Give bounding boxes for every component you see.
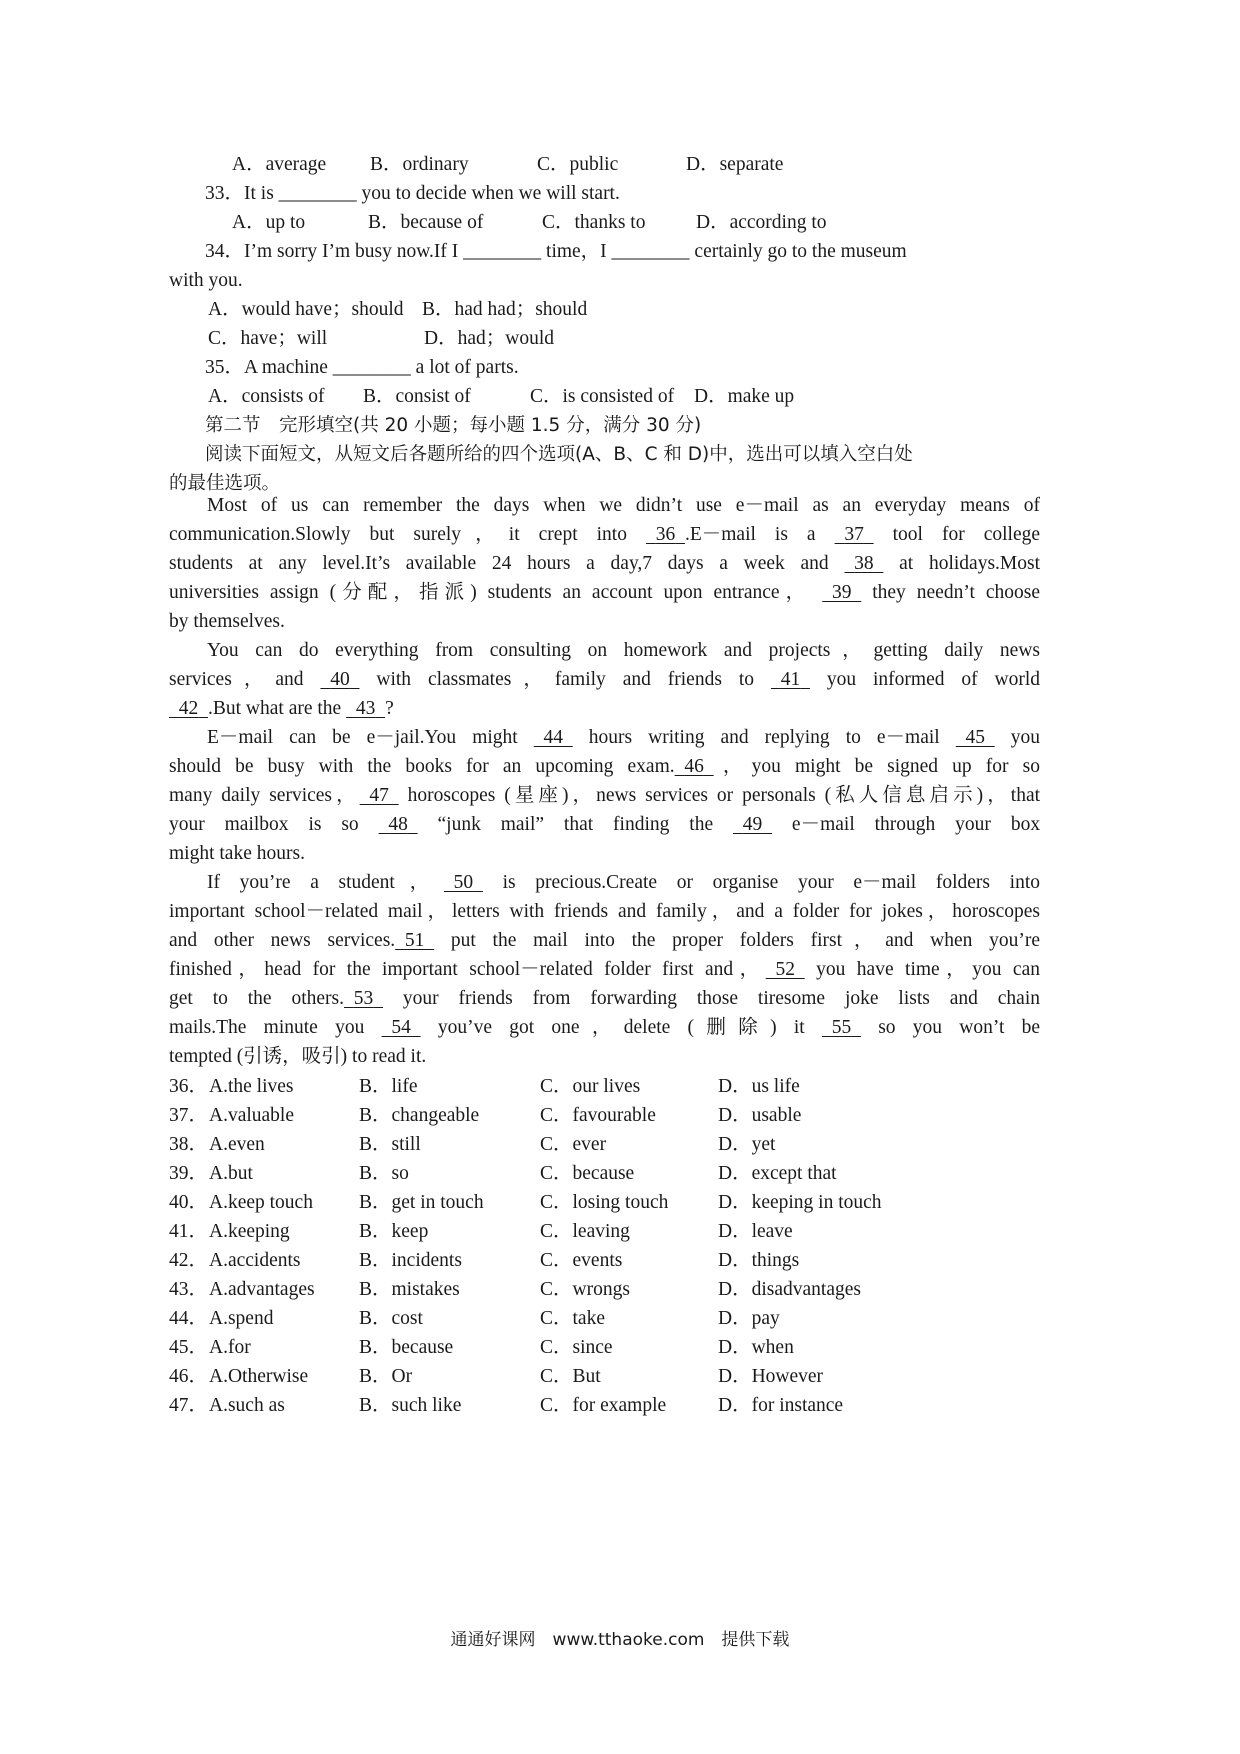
- q33-option-d: D．according to: [696, 212, 827, 233]
- blank-47[interactable]: 47: [369, 785, 389, 806]
- choice-b[interactable]: B．mistakes: [359, 1279, 460, 1300]
- blank-48[interactable]: 48: [388, 814, 408, 835]
- choice-b[interactable]: B．get in touch: [359, 1192, 484, 1213]
- choice-d[interactable]: D．us life: [718, 1076, 800, 1097]
- choice-d[interactable]: D．However: [718, 1366, 824, 1387]
- choice-b[interactable]: B．cost: [359, 1308, 423, 1329]
- blank-44[interactable]: 44: [543, 727, 563, 748]
- q34-option-d: D．had；would: [424, 328, 554, 349]
- blank-55[interactable]: 55: [831, 1017, 852, 1038]
- choice-b[interactable]: B．Or: [359, 1366, 413, 1387]
- q35-option-c: C．is consisted of: [530, 386, 675, 407]
- choice-c[interactable]: C．favourable: [540, 1105, 656, 1126]
- passage-line: communication.Slowly but surely，it crept into 36 .E－mail is a 37 tool for college: [169, 519, 1040, 551]
- choice-d[interactable]: D．keeping in touch: [718, 1192, 882, 1213]
- choice-c[interactable]: C．ever: [540, 1134, 607, 1155]
- blank-51[interactable]: 51: [404, 930, 425, 951]
- choice-c[interactable]: C．events: [540, 1250, 623, 1271]
- passage-line: finished，head for the important school－related folder first and， 52 you have time，you can: [169, 954, 1040, 986]
- q32-option-a: A．average: [232, 154, 327, 175]
- blank-53[interactable]: 53: [353, 988, 374, 1009]
- q32-option-c: C．public: [537, 154, 619, 175]
- q34-option-a: A．would have；should: [208, 299, 404, 320]
- q33-option-a: A．up to: [232, 212, 306, 233]
- blank-38[interactable]: 38: [854, 553, 874, 574]
- blank-43[interactable]: 43: [355, 698, 376, 719]
- choice-d[interactable]: D．disadvantages: [718, 1279, 861, 1300]
- choice-b[interactable]: B．such like: [359, 1395, 462, 1416]
- passage-line: should be busy with the books for an upcoming exam. 46 ，you might be signed up for so: [169, 751, 1040, 783]
- page-footer: 通通好课网 www.tthaoke.com 提供下载: [450, 1630, 790, 1650]
- choice-a[interactable]: A.keeping: [209, 1221, 290, 1242]
- choice-a[interactable]: A.but: [209, 1163, 253, 1184]
- passage-line: tempted (引诱，吸引) to read it.: [169, 1046, 427, 1067]
- passage-line: students at any level.It’s available 24 hours a day,7 days a week and 38 at holidays.Most: [169, 548, 1040, 580]
- choice-d[interactable]: D．yet: [718, 1134, 776, 1155]
- choice-b[interactable]: B．incidents: [359, 1250, 462, 1271]
- blank-45[interactable]: 45: [965, 727, 985, 748]
- choice-a[interactable]: A.valuable: [209, 1105, 295, 1126]
- choice-d[interactable]: D．things: [718, 1250, 800, 1271]
- choice-b[interactable]: B．changeable: [359, 1105, 480, 1126]
- choice-d[interactable]: D．pay: [718, 1308, 780, 1329]
- blank-49[interactable]: 49: [742, 814, 763, 835]
- passage-line: many daily services， 47 horoscopes (星座)，news services or personals (私人信息启示)，that: [169, 780, 1040, 812]
- choice-b[interactable]: B．because: [359, 1337, 454, 1358]
- choice-b[interactable]: B．keep: [359, 1221, 429, 1242]
- q33-option-c: C．thanks to: [542, 212, 646, 233]
- choice-a[interactable]: A.Otherwise: [209, 1366, 309, 1387]
- passage-line: mails.The minute you 54 you’ve got one，delete (删除) it 55 so you won’t be: [169, 1012, 1040, 1044]
- choice-c[interactable]: C．take: [540, 1308, 605, 1329]
- choice-c[interactable]: C．because: [540, 1163, 635, 1184]
- choice-d[interactable]: D．for instance: [718, 1395, 844, 1416]
- blank-50[interactable]: 50: [453, 872, 474, 893]
- choice-a[interactable]: A.even: [209, 1134, 265, 1155]
- choice-d[interactable]: D．leave: [718, 1221, 793, 1242]
- q35-option-b: B．consist of: [363, 386, 471, 407]
- q33-stem: 33．It is ________ you to decide when we will start.: [205, 183, 620, 204]
- q34-option-c: C．have；will: [208, 328, 328, 349]
- q35-option-d: D．make up: [694, 386, 795, 407]
- blank-36[interactable]: 36: [655, 524, 676, 545]
- passage-line: might take hours.: [169, 843, 305, 864]
- passage-line: important school－related mail，letters with friends and family，and a folder for jokes，horoscopes: [169, 901, 1040, 922]
- q35-option-a: A．consists of: [208, 386, 325, 407]
- blank-54[interactable]: 54: [391, 1017, 411, 1038]
- q33-option-b: B．because of: [368, 212, 484, 233]
- blank-40[interactable]: 40: [330, 669, 350, 690]
- choice-a[interactable]: A.accidents: [209, 1250, 301, 1271]
- passage-line: by themselves.: [169, 611, 285, 632]
- choice-b[interactable]: B．so: [359, 1163, 409, 1184]
- choice-a[interactable]: A.advantages: [209, 1279, 315, 1300]
- q34-option-b: B．had had；should: [422, 299, 588, 320]
- choice-d[interactable]: D．except that: [718, 1163, 837, 1184]
- passage-line: services，and 40 with classmates，family and friends to 41 you informed of world: [169, 664, 1040, 696]
- blank-52[interactable]: 52: [775, 959, 795, 980]
- choice-c[interactable]: C．wrongs: [540, 1279, 630, 1300]
- choice-a[interactable]: A.such as: [209, 1395, 285, 1416]
- passage-line: E－mail can be e－jail.You might 44 hours writing and replying to e－mail 45 you: [169, 722, 1040, 754]
- blank-41[interactable]: 41: [780, 669, 801, 690]
- passage-line: Most of us can remember the days when we didn’t use e－mail as an everyday means of: [207, 495, 1040, 516]
- blank-37[interactable]: 37: [844, 524, 864, 545]
- passage-line: You can do everything from consulting on homework and projects，getting daily news: [207, 640, 1040, 661]
- passage-line: your mailbox is so 48 “junk mail” that finding the 49 e－mail through your box: [169, 809, 1040, 841]
- passage-line: get to the others. 53 your friends from forwarding those tiresome joke lists and chain: [169, 983, 1040, 1015]
- choice-c[interactable]: C．since: [540, 1337, 613, 1358]
- q34-stem-cont: with you.: [169, 270, 243, 291]
- passage-line: 42 .But what are the 43 ?: [169, 693, 1040, 725]
- choice-a[interactable]: A.the lives: [209, 1076, 294, 1097]
- blank-42[interactable]: 42: [178, 698, 199, 719]
- blank-46[interactable]: 46: [684, 756, 704, 777]
- section-heading: 第二节 完形填空(共 20 小题；每小题 1.5 分，满分 30 分): [205, 415, 702, 436]
- choice-a[interactable]: A.keep touch: [209, 1192, 313, 1213]
- choice-c[interactable]: C．losing touch: [540, 1192, 669, 1213]
- section-instruction: 阅读下面短文，从短文后各题所给的四个选项(A、B、C 和 D)中，选出可以填入空白处: [205, 444, 913, 465]
- choice-c[interactable]: C．our lives: [540, 1076, 641, 1097]
- section-instruction-cont: 的最佳选项。: [169, 473, 281, 494]
- choice-d[interactable]: D．usable: [718, 1105, 802, 1126]
- q32-option-d: D．separate: [686, 154, 784, 175]
- choice-c[interactable]: C．for example: [540, 1395, 667, 1416]
- choice-b[interactable]: B．still: [359, 1134, 421, 1155]
- passage-line: and other news services. 51 put the mail into the proper folders first，and when you’re: [169, 925, 1040, 957]
- choice-c[interactable]: C．But: [540, 1366, 601, 1387]
- choice-b[interactable]: B．life: [359, 1076, 418, 1097]
- passage-line: universities assign (分配，指派) students an account upon entrance， 39 they needn’t choose: [169, 577, 1040, 609]
- q35-stem: 35．A machine ________ a lot of parts.: [205, 357, 519, 378]
- choice-d[interactable]: D．when: [718, 1337, 794, 1358]
- blank-39[interactable]: 39: [831, 582, 852, 603]
- choice-c[interactable]: C．leaving: [540, 1221, 630, 1242]
- q34-stem: 34．I’m sorry I’m busy now.If I ________ time，I ________ certainly go to the museum: [205, 241, 907, 262]
- passage-line: If you’re a student， 50 is precious.Create or organise your e－mail folders into: [169, 867, 1040, 899]
- choice-a[interactable]: A.for: [209, 1337, 251, 1358]
- q32-option-b: B．ordinary: [370, 154, 469, 175]
- choice-a[interactable]: A.spend: [209, 1308, 274, 1329]
